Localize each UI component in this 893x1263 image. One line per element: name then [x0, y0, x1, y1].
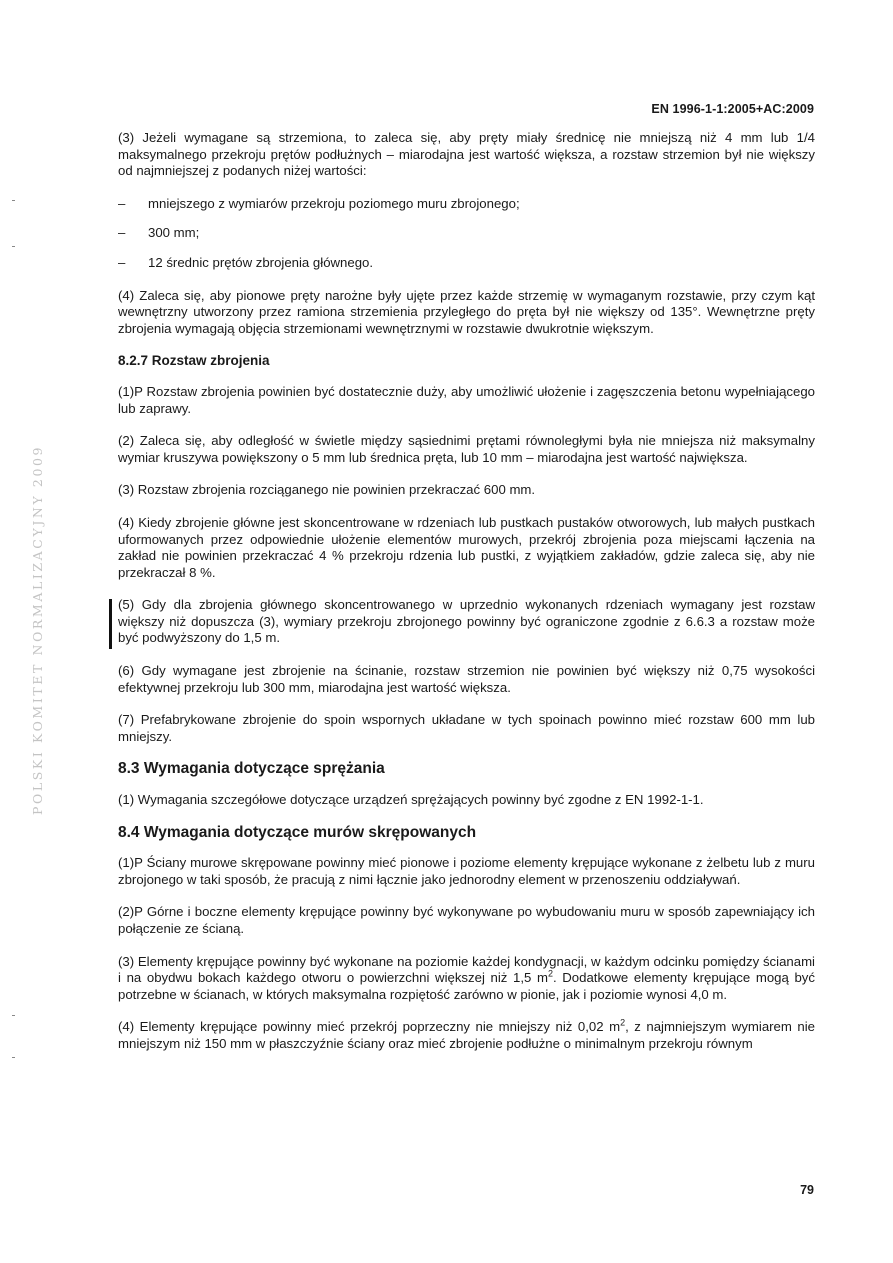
paragraph: (4) Zaleca się, aby pionowe pręty narożne były ujęte przez każde strzemię w wymaganym rozstawie, przy czym kąt wewnętrzny utworzony przez ramiona strzemienia przyległego do pręta był nie większy od 135°. Wewnętrzne pręty zbrojenia wymagają objęcia strzemionami wewnętrznymi w rozstawie dwukrotnie większym. [118, 287, 815, 336]
scan-mark [12, 1057, 15, 1058]
list-item: – 12 średnic prętów zbrojenia głównego. [118, 254, 374, 270]
list-item: – 300 mm; [118, 225, 200, 241]
paragraph: (3) Jeżeli wymagane są strzemiona, to zaleca się, aby pręty miały średnicę nie mniejszą niż 4 mm lub 1/4 maksymalnego przekroju prętów podłużnych – miarodajna jest wartość większa, a rozstaw strzemion był nie większy od najmniejszej z podanych niżej wartości: [118, 130, 815, 179]
standard-code: EN 1996-1-1:2005+AC:2009 [651, 102, 814, 116]
change-bar [109, 599, 112, 649]
paragraph: (3) Elementy krępujące powinny być wykonane na poziomie każdej kondygnacji, w każdym odcinku pomiędzy ścianami i na obydwu bokach każdego otworu o powierzchni większej niż 1,5 $m^2$. Dodatkowe elementy krępujące mogą być potrzebne w ścianach, w których maksymalna rozpiętość zarówno w pionie, jak i poziomie wynosi 4,0 m. [118, 953, 815, 1002]
paragraph: (6) Gdy wymagane jest zbrojenie na ścinanie, rozstaw strzemion nie powinien być większy niż 0,75 wysokości efektywnej przekroju lub 300 mm, miarodajna jest wartość większa. [118, 663, 815, 695]
paragraph: (4) Elementy krępujące powinny mieć przekrój poprzeczny nie mniejszy niż 0,02 $m^2$, z najmniejszym wymiarem nie mniejszym niż 150 mm w płaszczyźnie ściany oraz mieć zbrojenie podłużne o minimalnym przekroju równym [118, 1017, 816, 1051]
requirements-list [118, 196, 815, 272]
page-content [118, 130, 815, 1069]
paragraph: (7) Prefabrykowane zbrojenie do spoin wspornych układane w tych spoinach powinno mieć rozstaw 600 mm lub mniejszy. [118, 712, 815, 744]
paragraph: (2)P Górne i boczne elementy krępujące powinny być wykonywane po wybudowaniu muru w sposób zapewniający ich połączenie ze ścianą. [118, 904, 815, 936]
list-item: – mniejszego z wymiarów przekroju poziomego muru zbrojonego; [118, 195, 520, 211]
paragraph: (4) Kiedy zbrojenie główne jest skoncentrowane w rdzeniach lub pustkach pustaków otworowych, lub małych pustkach uformowanych przez odpowiednie ułożenie elementów murowych, przekrój zbrojenia poza miejscami łączenia na zakład nie powinien przekraczać 4 % przekroju rdzenia lub pustki, z wyjątkiem zakładów, gdzie zaleca się, aby nie przekraczał 8 %. [118, 514, 815, 580]
scan-mark [12, 200, 15, 201]
section-heading-8-2-7: 8.2.7 Rozstaw zbrojenia [118, 353, 270, 369]
scan-mark [12, 1015, 15, 1016]
amended-paragraph: (5) Gdy dla zbrojenia głównego skoncentrowanego w uprzednio wykonanych rdzeniach wymagany jest rozstaw większy niż dopuszcza (3), wymiary przekroju zbrojonego powinny być ograniczone zgodnie z 6.6.3 a rozstaw może być podwyższony do 1,5 m. [118, 597, 815, 647]
paragraph: (1) Wymagania szczegółowe dotyczące urządzeń sprężających powinny być zgodne z EN 1992-1-1. [118, 792, 704, 808]
section-heading-8-4: 8.4 Wymagania dotyczące murów skrępowanych [118, 823, 477, 841]
paragraph: (3) Rozstaw zbrojenia rozciąganego nie powinien przekraczać 600 mm. [118, 482, 536, 498]
section-heading-8-3: 8.3 Wymagania dotyczące sprężania [118, 760, 385, 778]
paragraph: (2) Zaleca się, aby odległość w świetle między sąsiednimi prętami równoległymi była nie mniejsza niż maksymalny wymiar kruszywa powiększony o 5 mm lub średnica pręta, lub 10 mm – miarodajna jest wartość największa. [118, 433, 815, 465]
paragraph: (1)P Ściany murowe skrępowane powinny mieć pionowe i poziome elementy krępujące wykonane z żelbetu lub z muru zbrojonego w taki sposób, że pracują z nimi łącznie jako jednorodny element w przenoszeniu oddziaływań. [118, 855, 815, 887]
scan-mark [12, 246, 15, 247]
page-number: 79 [800, 1183, 814, 1197]
paragraph: (1)P Rozstaw zbrojenia powinien być dostatecznie duży, aby umożliwić ułożenie i zagęszczenia betonu wypełniającego lub zaprawy. [118, 383, 815, 416]
watermark: POLSKI KOMITET NORMALIZACYJNY 2009 [30, 444, 45, 815]
